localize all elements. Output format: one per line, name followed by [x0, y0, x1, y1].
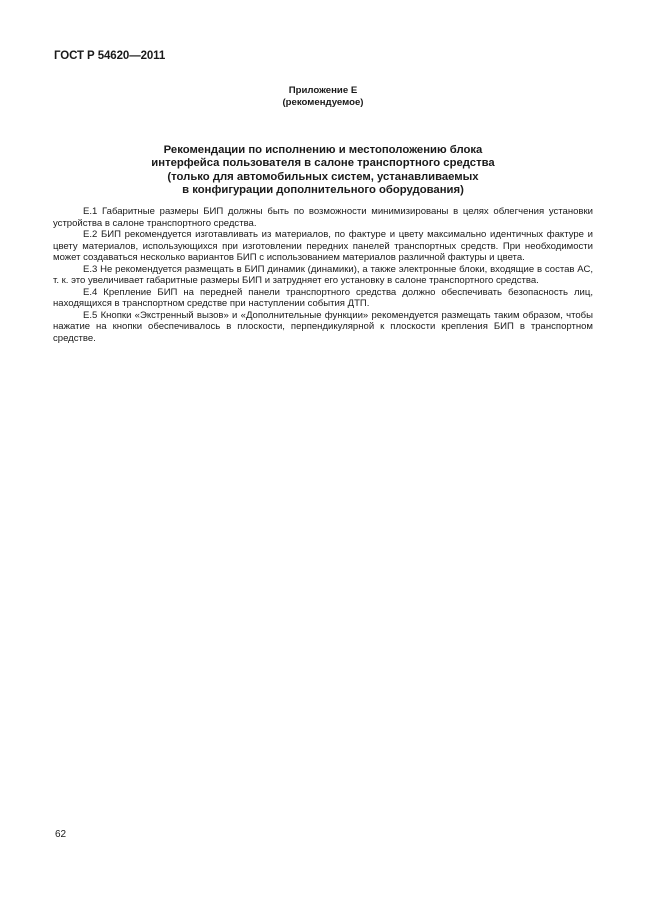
section-title [0, 144, 646, 197]
title-line: в конфигурации дополнительного оборудования) [182, 183, 464, 196]
paragraph-e4: Е.4 Крепление БИП на передней панели транспортного средства должно обеспечивать безопасность лиц, находящихся в транспортном средстве при наступлении события ДТП. [53, 286, 593, 310]
title-line: Рекомендации по исполнению и местоположению блока [163, 144, 483, 156]
appendix-label: Приложение Е [288, 85, 358, 96]
title-line: интерфейса пользователя в салоне транспортного средства [151, 157, 495, 170]
standard-id-header: ГОСТ Р 54620—2011 [54, 50, 166, 62]
paragraph-e2: Е.2 БИП рекомендуется изготавливать из материалов, по фактуре и цвету максимально идентичных фактуре и цвету материалов, использующихся при изготовлении передних панелей транспортных средств. При необходимости может создаваться несколько вариантов БИП с использованием материалов различной фактуры и цвета. [53, 229, 593, 264]
page-number: 62 [55, 829, 67, 840]
title-line: (только для автомобильных систем, устанавливаемых [167, 170, 479, 183]
body-text [53, 206, 593, 345]
paragraph-e1: Е.1 Габаритные размеры БИП должны быть по возможности минимизированы в целях облегчения установки устройства в салоне транспортного средства. [53, 206, 593, 229]
paragraph-e3: Е.3 Не рекомендуется размещать в БИП динамик (динамики), а также электронные блоки, входящие в состав АС, т. к. это увеличивает габаритные размеры БИП и затрудняет его установку в салоне транспортного средства. [53, 263, 593, 287]
paragraph-e5: Е.5 Кнопки «Экстренный вызов» и «Дополнительные функции» рекомендуется размещать таким образом, чтобы нажатие на кнопки обеспечивалось в плоскости, перпендикулярной к плоскости крепления БИП в транспортном средстве. [53, 309, 593, 345]
appendix-heading [0, 85, 646, 109]
appendix-status: (рекомендуемое) [282, 97, 364, 108]
